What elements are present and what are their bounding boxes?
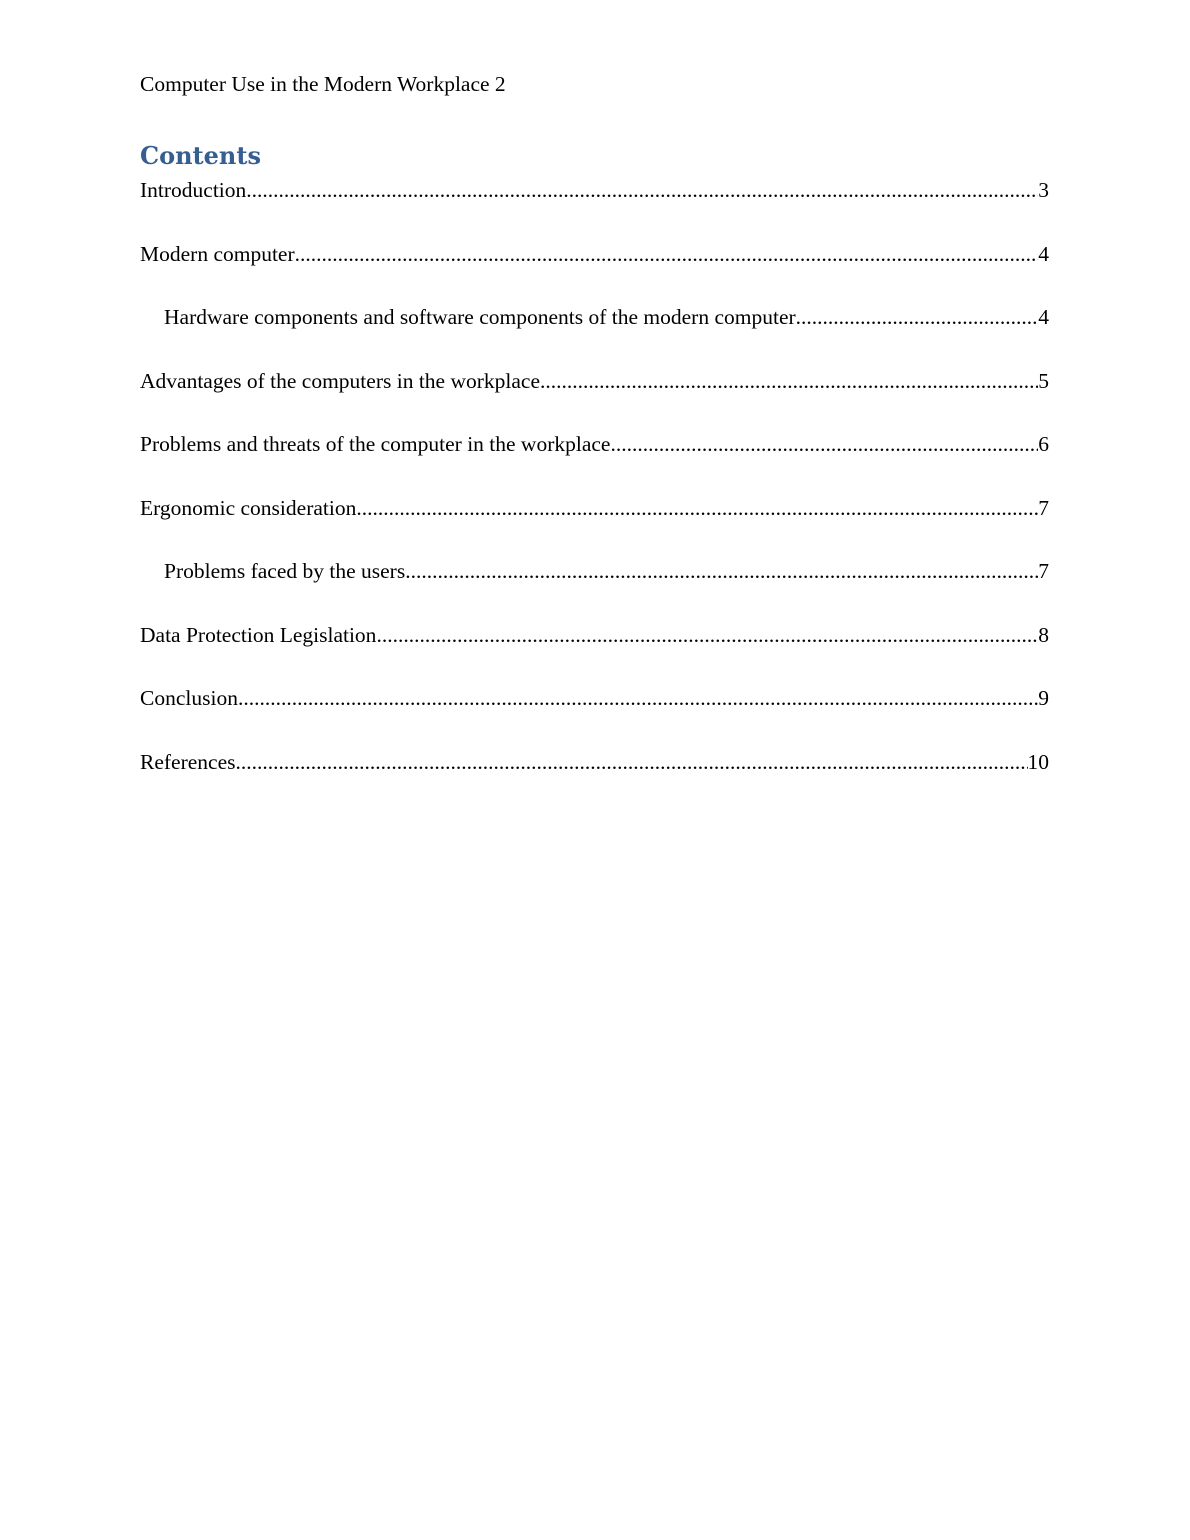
toc-entry-title: Problems faced by the users <box>164 559 406 583</box>
toc-entry-title: Ergonomic consideration <box>140 495 357 520</box>
toc-entry-conclusion[interactable] <box>140 684 1049 748</box>
toc-dot-leader <box>405 557 1038 585</box>
toc-page-number: 4 <box>1038 305 1049 329</box>
toc-dot-leader <box>610 430 1038 458</box>
toc-dot-leader <box>238 684 1038 712</box>
toc-page-number: 8 <box>1038 622 1049 647</box>
toc-page-number: 7 <box>1038 495 1049 520</box>
toc-dot-leader <box>540 367 1038 395</box>
running-header: Computer Use in the Modern Workplace 2 <box>140 72 506 96</box>
toc-dot-leader <box>295 240 1039 268</box>
toc-entry-title: Data Protection Legislation <box>140 622 377 647</box>
toc-entry-title: Hardware components and software components of the modern computer <box>164 305 796 329</box>
toc-entry-problems-threats[interactable] <box>140 430 1049 494</box>
toc-entry-title: Advantages of the computers in the workplace <box>140 368 541 393</box>
toc-entry-title: Problems and threats of the computer in the workplace <box>140 432 611 456</box>
toc-entry-ergonomic-consideration[interactable] <box>140 494 1049 558</box>
toc-entry-title: References <box>140 749 236 774</box>
toc-entry-title: Conclusion <box>140 686 238 710</box>
toc-dot-leader <box>376 621 1038 649</box>
table-of-contents <box>140 176 1049 811</box>
toc-dot-leader <box>246 176 1038 204</box>
toc-entry-title: Modern computer <box>140 241 295 266</box>
toc-page-number: 4 <box>1038 241 1049 266</box>
toc-page-number: 10 <box>1027 749 1049 774</box>
toc-page-number: 6 <box>1038 432 1049 456</box>
toc-page-number: 9 <box>1038 686 1049 710</box>
toc-entry-data-protection-legislation[interactable] <box>140 621 1049 685</box>
toc-page-number: 7 <box>1038 559 1049 583</box>
toc-entry-problems-faced-by-users[interactable] <box>140 557 1049 621</box>
toc-entry-references[interactable] <box>140 748 1049 812</box>
toc-page-number: 5 <box>1038 368 1049 393</box>
toc-page-number: 3 <box>1038 178 1049 202</box>
toc-dot-leader <box>356 494 1038 522</box>
toc-entry-advantages[interactable] <box>140 367 1049 431</box>
toc-entry-introduction[interactable] <box>140 176 1049 240</box>
toc-dot-leader <box>796 303 1039 331</box>
toc-dot-leader <box>236 748 1028 776</box>
toc-entry-modern-computer[interactable] <box>140 240 1049 304</box>
toc-heading: Contents <box>140 141 261 170</box>
toc-entry-title: Introduction <box>140 178 247 202</box>
toc-entry-hardware-software-components[interactable] <box>140 303 1049 367</box>
